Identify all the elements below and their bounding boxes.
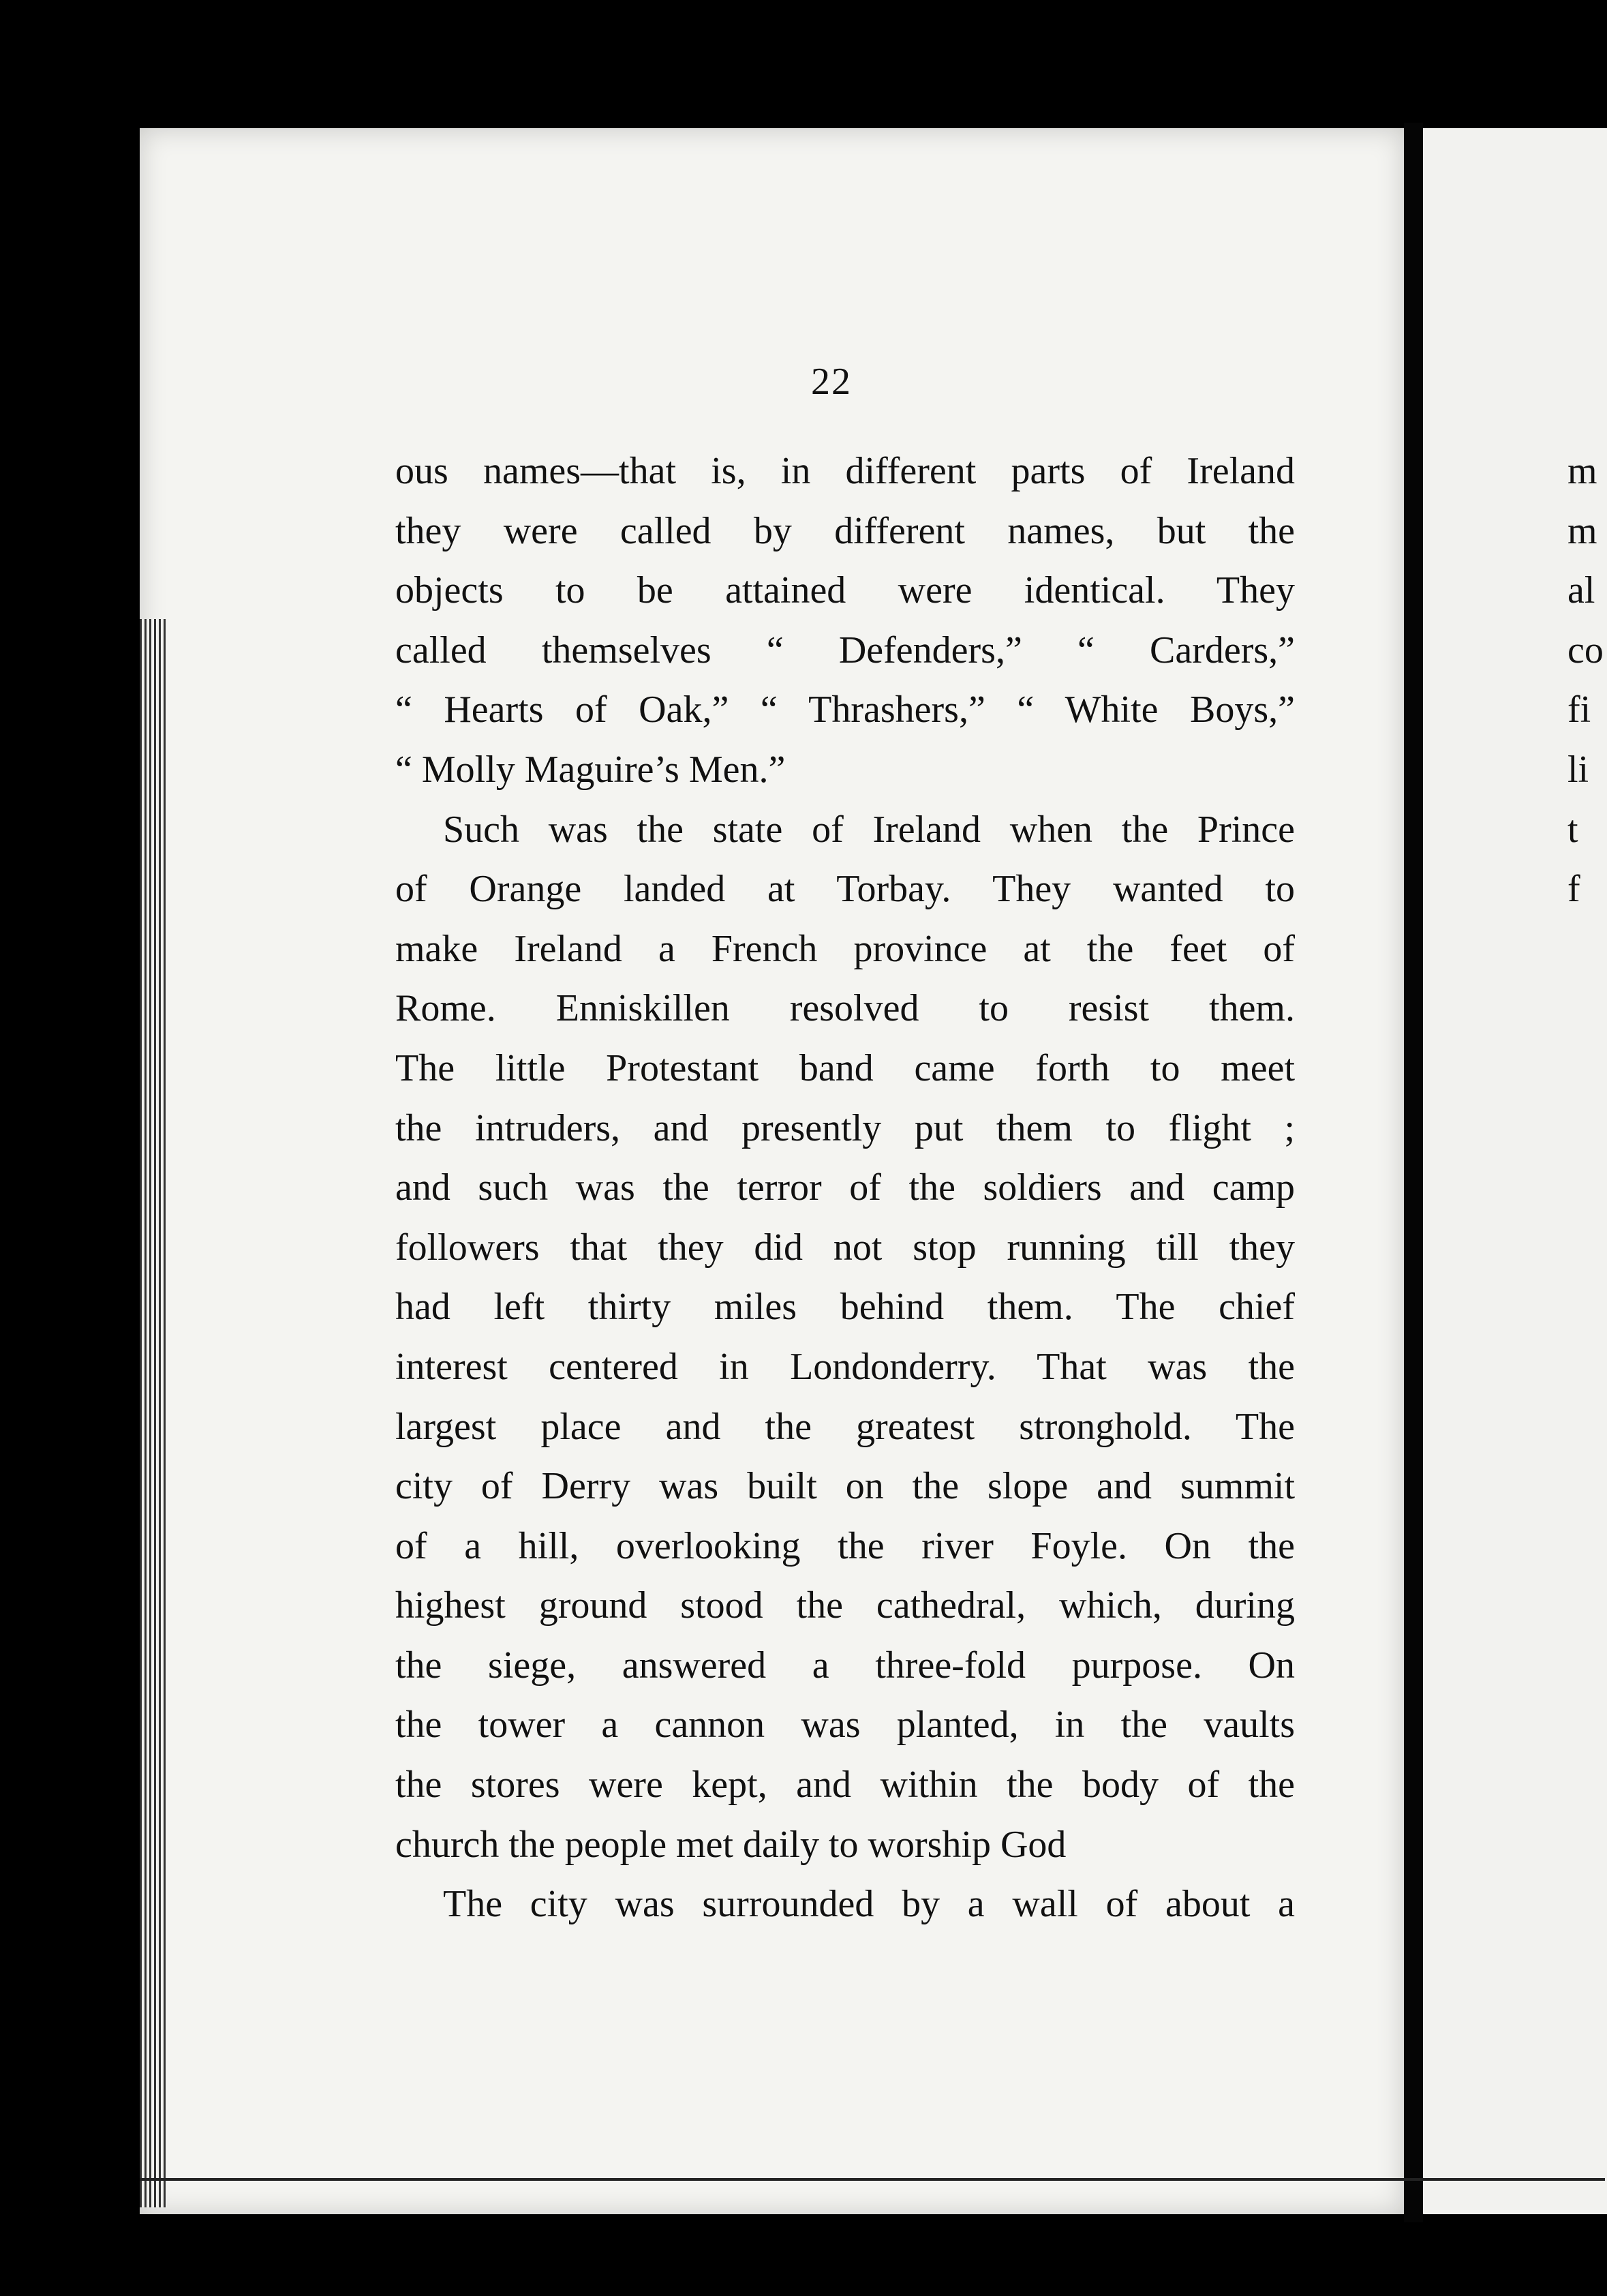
text-line: the siege, answered a three-fold purpose. On	[395, 1644, 1295, 1687]
text-line: church the people met daily to worship God	[395, 1823, 1067, 1866]
right-page-fragment: co	[1567, 629, 1604, 671]
right-page-fragment: t	[1567, 808, 1578, 851]
text-line: highest ground stood the cathedral, which, during	[395, 1584, 1295, 1627]
text-line: of Orange landed at Torbay. They wanted to	[395, 868, 1295, 911]
right-page	[1423, 128, 1607, 2214]
right-page-fragment: m	[1567, 450, 1597, 492]
text-line: “ Hearts of Oak,” “ Thrashers,” “ White Boys,”	[395, 689, 1295, 731]
book-gutter	[1404, 123, 1423, 2222]
text-line: Such was the state of Ireland when the Prince	[443, 808, 1295, 851]
right-page-fragment: m	[1567, 509, 1597, 552]
text-line: called themselves “ Defenders,” “ Carders,”	[395, 629, 1295, 671]
right-page-fragment: li	[1567, 748, 1589, 791]
text-line: largest place and the greatest stronghold. The	[395, 1405, 1295, 1448]
text-line: of a hill, overlooking the river Foyle. On the	[395, 1524, 1295, 1567]
right-page-text-fragments	[1567, 442, 1604, 920]
text-line: had left thirty miles behind them. The chief	[395, 1286, 1295, 1329]
right-page-fragment: fi	[1567, 689, 1591, 731]
text-line: and such was the terror of the soldiers and camp	[395, 1166, 1295, 1209]
text-line: city of Derry was built on the slope and summit	[395, 1465, 1295, 1508]
right-page-fragment: f	[1567, 868, 1580, 911]
text-line: followers that they did not stop running till they	[395, 1226, 1295, 1269]
text-line: objects to be attained were identical. They	[395, 569, 1295, 612]
text-line: Rome. Enniskillen resolved to resist them.	[395, 987, 1295, 1030]
text-line: make Ireland a French province at the feet of	[395, 927, 1295, 970]
text-line: they were called by different names, but the	[395, 509, 1295, 552]
text-line: “ Molly Maguire’s Men.”	[395, 748, 786, 791]
text-line: the intruders, and presently put them to flight ;	[395, 1106, 1295, 1149]
body-text	[395, 442, 1295, 1935]
page-edge-stack	[140, 619, 167, 2207]
text-line: the stores were kept, and within the body of the	[395, 1764, 1295, 1807]
right-page-fragment: al	[1567, 569, 1595, 612]
text-line: interest centered in Londonderry. That was the	[395, 1345, 1295, 1388]
bottom-rule	[140, 2178, 1605, 2181]
text-line: the tower a cannon was planted, in the vaults	[395, 1704, 1295, 1747]
text-line: The city was surrounded by a wall of about a	[443, 1883, 1295, 1926]
text-line: The little Protestant band came forth to meet	[395, 1046, 1295, 1089]
page-number: 22	[811, 361, 852, 403]
text-line: ous names—that is, in different parts of Ireland	[395, 450, 1295, 492]
